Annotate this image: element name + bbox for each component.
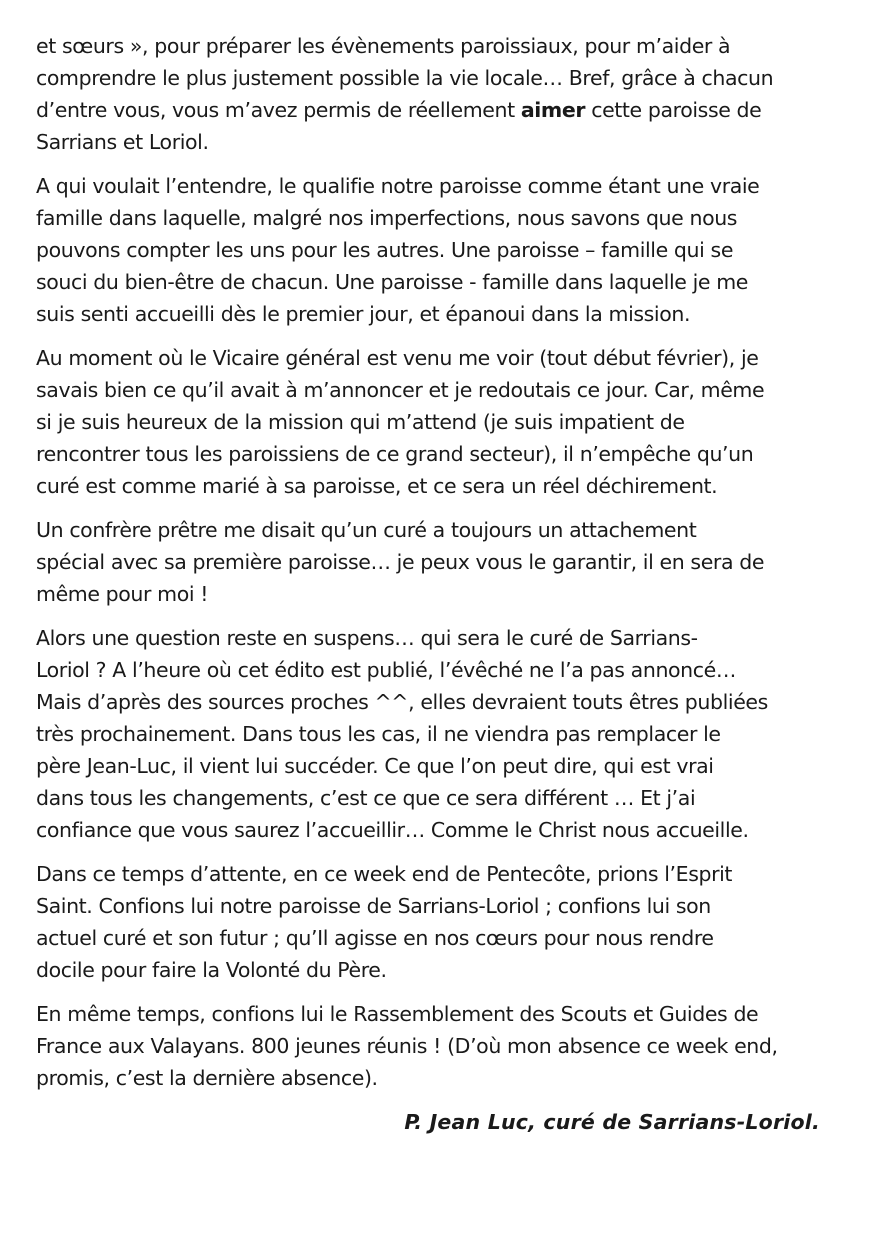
text-line: Un confrère prêtre me disait qu’un curé a toujours un attachement [36, 518, 697, 542]
text-line [36, 94, 826, 126]
text-line: si je suis heureux de la mission qui m’attend (je suis impatient de [36, 410, 685, 434]
text-line: Loriol ? A l’heure où cet édito est publié, l’évêché ne l’a pas annoncé… [36, 658, 736, 682]
text-line: A qui voulait l’entendre, le qualifie notre paroisse comme étant une vraie [36, 174, 760, 198]
text-line: suis senti accueilli dès le premier jour, et épanoui dans la mission. [36, 302, 691, 326]
text-line: Sarrians et Loriol. [36, 130, 209, 154]
paragraph-4 [36, 514, 826, 610]
text-line: pouvons compter les uns pour les autres. Une paroisse – famille qui se [36, 238, 734, 262]
text-line: Alors une question reste en suspens… qui sera le curé de Sarrians- [36, 626, 698, 650]
text-line: famille dans laquelle, malgré nos imperfections, nous savons que nous [36, 206, 738, 230]
paragraph-6 [36, 858, 826, 986]
text-line: docile pour faire la Volonté du Père. [36, 958, 387, 982]
emphasis-aimer: aimer [520, 98, 586, 122]
text-line: En même temps, confions lui le Rassemblement des Scouts et Guides de [36, 1002, 759, 1026]
text-line: promis, c’est la dernière absence). [36, 1066, 378, 1090]
paragraph-2 [36, 170, 826, 330]
text-line: et sœurs », pour préparer les évènements paroissiaux, pour m’aider à [36, 34, 731, 58]
text-line: comprendre le plus justement possible la vie locale… Bref, grâce à chacun [36, 66, 774, 90]
text-line: Au moment où le Vicaire général est venu me voir (tout début février), je [36, 346, 759, 370]
text-line: Dans ce temps d’attente, en ce week end de Pentecôte, prions l’Esprit [36, 862, 733, 886]
text-line: souci du bien-être de chacun. Une paroisse - famille dans laquelle je me [36, 270, 748, 294]
text-fragment: cette paroisse de [585, 98, 762, 122]
text-line: père Jean-Luc, il vient lui succéder. Ce que l’on peut dire, qui est vrai [36, 754, 714, 778]
text-line: spécial avec sa première paroisse… je peux vous le garantir, il en sera de [36, 550, 765, 574]
text-line: même pour moi ! [36, 582, 209, 606]
text-line: Mais d’après des sources proches ^^, elles devraient touts êtres publiées [36, 690, 768, 714]
text-line: dans tous les changements, c’est ce que ce sera différent … Et j’ai [36, 786, 696, 810]
paragraph-5 [36, 622, 826, 846]
paragraph-1 [36, 30, 826, 158]
text-fragment: d’entre vous, vous m’avez permis de réellement [36, 98, 521, 122]
text-line: Saint. Confions lui notre paroisse de Sarrians-Loriol ; confions lui son [36, 894, 711, 918]
letter-body [36, 30, 826, 1106]
paragraph-3 [36, 342, 826, 502]
text-line: France aux Valayans. 800 jeunes réunis ! (D’où mon absence ce week end, [36, 1034, 778, 1058]
text-line: très prochainement. Dans tous les cas, il ne viendra pas remplacer le [36, 722, 721, 746]
text-line: savais bien ce qu’il avait à m’annoncer et je redoutais ce jour. Car, même [36, 378, 765, 402]
text-line: confiance que vous saurez l’accueillir… Comme le Christ nous accueille. [36, 818, 749, 842]
signature: P. Jean Luc, curé de Sarrians-Loriol. [404, 1110, 820, 1134]
text-line: rencontrer tous les paroissiens de ce grand secteur), il n’empêche qu’un [36, 442, 754, 466]
text-line: curé est comme marié à sa paroisse, et ce sera un réel déchirement. [36, 474, 718, 498]
text-line: actuel curé et son futur ; qu’Il agisse en nos cœurs pour nous rendre [36, 926, 714, 950]
paragraph-7 [36, 998, 826, 1094]
